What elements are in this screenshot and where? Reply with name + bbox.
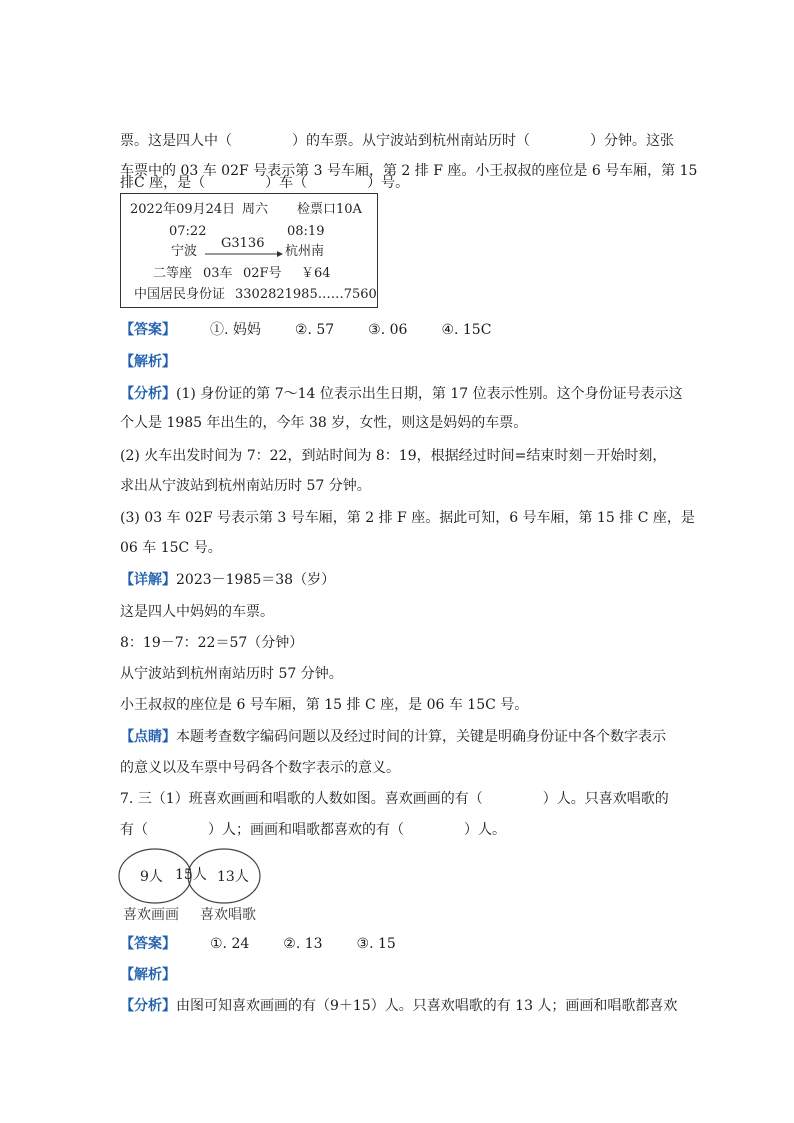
dianjing-line [120, 727, 666, 747]
question-7-line-1 [120, 789, 669, 809]
ticket-date: 2022年09月24日 [130, 202, 236, 217]
question-text-line-3 [120, 173, 409, 193]
answer-label: 【答案】 [120, 936, 176, 952]
text-segment: 7. 三（1）班喜欢画画和唱歌的人数如图。喜欢画画的有（ [120, 791, 483, 807]
question-text-line [120, 131, 674, 151]
text-segment: (1) 身份证的第 7～14 位表示出生日期，第 17 位表示性别。这个身份证号表示这 [176, 386, 683, 402]
text-segment: ）人。 [464, 822, 506, 838]
venn-label-painting: 喜欢画画 [123, 907, 179, 923]
fenxi-line: (3) 03 车 02F 号表示第 3 号车厢，第 2 排 F 座。据此可知，6 号车厢，第 15 排 C 座，是 [120, 510, 695, 526]
analysis-label: 【解析】 [120, 354, 176, 370]
ticket-from-station: 宁波 [171, 244, 198, 259]
fenxi-line: (2) 火车出发时间为 7：22，到站时间为 8：19，根据经过时间=结束时刻－开始时刻， [120, 448, 667, 464]
fenxi-label: 【分析】 [120, 998, 176, 1014]
fenxi-label: 【分析】 [120, 386, 176, 402]
venn-middle-count: 15人 [175, 867, 207, 883]
ticket-weekday: 周六 [242, 202, 269, 217]
ticket-car: 03车 [203, 266, 233, 281]
answer-item: ②. 13 [283, 936, 323, 952]
question-text-line: 车票中的 03 车 02F 号表示第 3 号车厢，第 2 排 F 座。小王叔叔的座位是 6 号车厢，第 15 [120, 163, 698, 179]
text-segment: 由图可知喜欢画画的有（9＋15）人。只喜欢唱歌的有 13 人；画画和唱歌都喜欢 [176, 998, 678, 1014]
text-segment: ）的车票。从宁波站到杭州南站历时（ [292, 133, 530, 149]
fenxi-line: 06 车 15C 号。 [120, 540, 222, 556]
venn-left-count: 9人 [140, 869, 163, 885]
arrow-right-icon [205, 250, 283, 258]
ticket-train-number: G3136 [221, 236, 265, 251]
text-segment: ）分钟。这张 [590, 133, 674, 149]
xiangjie-label: 【详解】 [120, 572, 176, 588]
train-ticket [120, 193, 378, 308]
ticket-arrive-time: 08:19 [287, 224, 325, 239]
text-segment: ）车（ [265, 175, 308, 191]
venn-right-count: 13人 [217, 869, 249, 885]
fenxi-line [120, 996, 677, 1016]
xiangjie-line: 这是四人中妈妈的车票。 [120, 604, 274, 620]
ticket-gate: 检票口10A [297, 202, 362, 217]
answer-item: ①. 24 [210, 936, 250, 952]
ticket-to-station: 杭州南 [285, 244, 325, 259]
fenxi-line: 个人是 1985 年出生的，今年 38 岁，女性，则这是妈妈的车票。 [120, 415, 528, 431]
ticket-depart-time: 07:22 [169, 224, 207, 239]
answer-label: 【答案】 [120, 322, 176, 338]
analysis-heading [120, 965, 176, 985]
fenxi-line: 求出从宁波站到杭州南站历时 57 分钟。 [120, 478, 371, 494]
text-segment: ）人；画画和唱歌都喜欢的有（ [208, 822, 404, 838]
answer-item: ③. 15 [356, 936, 396, 952]
text-segment: 本题考查数字编码问题以及经过时间的计算，关键是明确身份证中各个数字表示 [176, 729, 666, 745]
text-segment: 票。这是四人中（ [120, 133, 232, 149]
dianjing-label: 【点睛】 [120, 729, 176, 745]
text-segment: 排C 座，是（ [120, 175, 206, 191]
answer-item: ①. 妈妈 [210, 322, 261, 338]
text-segment: ）号。 [367, 175, 410, 191]
xiangjie-line [120, 570, 335, 590]
answer-item: ④. 15C [441, 322, 492, 338]
text-segment: ）人。只喜欢唱歌的 [542, 791, 669, 807]
dianjing-line: 的意义以及车票中号码各个数字表示的意义。 [120, 760, 400, 776]
ticket-id-label: 中国居民身份证 [134, 287, 226, 302]
ticket-id-number: 3302821985……7560 [235, 287, 377, 302]
question-7-line-2 [120, 820, 506, 840]
xiangjie-line: 从宁波站到杭州南站历时 57 分钟。 [120, 666, 343, 682]
ticket-seat-class: 二等座 [153, 266, 193, 281]
analysis-heading [120, 352, 176, 372]
text-segment: 2023－1985＝38（岁） [176, 572, 336, 588]
answer-item: ③. 06 [368, 322, 408, 338]
fenxi-line [120, 384, 683, 404]
ticket-seat: 02F号 [243, 266, 282, 281]
xiangjie-line: 小王叔叔的座位是 6 号车厢，第 15 排 C 座，是 06 车 15C 号。 [120, 697, 529, 713]
answer-line [120, 320, 491, 340]
xiangjie-line: 8：19－7：22＝57（分钟） [120, 635, 304, 651]
venn-label-singing: 喜欢唱歌 [200, 907, 256, 923]
analysis-label: 【解析】 [120, 967, 176, 983]
answer-item: ②. 57 [294, 322, 335, 338]
text-segment: 有（ [120, 822, 148, 838]
ticket-price: ￥64 [301, 266, 331, 281]
answer-line [120, 934, 396, 954]
